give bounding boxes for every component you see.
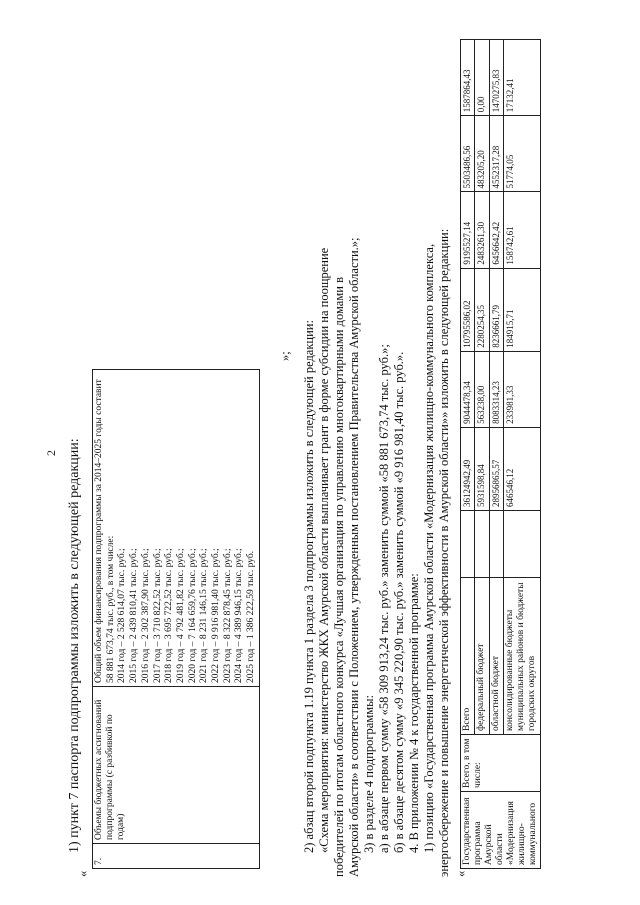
value-cell: 9044478,34 (461, 351, 475, 427)
paragraph-3: «Схема мероприятия: министерство ЖКХ Амурской области выплачивает грант в форме субсидии на поощрение (317, 247, 331, 853)
value-cell: 28956865,57 (489, 427, 503, 510)
amount-line: 2024 год – 4 389 946,15 тыс. руб.; (234, 547, 245, 683)
program-funding-table (460, 39, 541, 869)
amount-line: 2022 год – 9 916 981,40 тыс. руб.; (211, 547, 222, 683)
amount-line: 2016 год – 2 302 387,90 тыс. руб.; (140, 547, 151, 683)
rotated-document-page (40, 23, 600, 883)
value-cell: 17132,41 (504, 39, 541, 115)
table-row (461, 39, 475, 868)
amount-line: 2021 год – 8 231 146,15 тыс. руб.; (199, 547, 210, 683)
amount-line: 2017 год – 3 710 822,52 тыс. руб.; (152, 547, 163, 683)
value-cell: 1470275,83 (489, 39, 503, 115)
paragraph-6: 3) в разделе 4 подпрограммы: (362, 694, 376, 853)
value-cell: 483205,20 (475, 115, 489, 191)
amount-line: 2023 год – 8 322 878,45 тыс. руб.; (222, 547, 233, 683)
value-cell: 0,00 (475, 39, 489, 115)
value-cell: 158742,61 (504, 191, 541, 267)
paragraph-4: победителей по итогам областного конкурса «Лучшая организация по управлению многоквартирными домами в (332, 276, 346, 877)
value-cell: 8083314,23 (489, 351, 503, 427)
row-label: Всего (461, 577, 475, 734)
value-cell: 5503486,56 (461, 115, 475, 191)
row-number: 7. (93, 843, 260, 868)
value-cell: 51774,05 (504, 115, 541, 191)
value-cell: 4552317,28 (489, 115, 503, 191)
value-cell: 5931598,84 (475, 427, 489, 510)
amount-line: 2014 год – 2 528 614,07 тыс. руб.; (117, 547, 128, 683)
value-cell: 9195527,14 (461, 191, 475, 267)
paragraph-11: энергосбережение и повышение энергетической эффективности в Амурской области»» изложить в следующей редакции: (437, 228, 451, 877)
amount-line: 2019 год – 4 792 481,82 тыс. руб.; (175, 547, 186, 683)
row-label: федеральный бюджет (475, 577, 489, 734)
open-quote-2: « (454, 870, 468, 877)
row-label: Объемы бюджетных ассигнований подпрограммы (с разбивкой по годам) (93, 686, 260, 843)
value-cell: 184915,71 (504, 268, 541, 351)
paragraph-5: Амурской области» в соответствии с Положением, утвержденным постановлением Правительства Амурской области.»; (347, 237, 361, 877)
row-label: консолидированные бюджеты муниципальных районов и бюджеты городских округов (504, 577, 541, 734)
value-cell: 36124942,49 (461, 427, 475, 510)
passport-table (92, 369, 260, 869)
value-cell: 6456642,42 (489, 191, 503, 267)
value-cell: 563238,00 (475, 351, 489, 427)
paragraph-8: б) в абзаце десятом сумму «9 345 220,90 тыс. руб.» заменить суммой «9 916 981,40 тыс. руб.». (392, 351, 406, 853)
amount-line: 2015 год – 2 439 810,41 тыс. руб.; (129, 547, 140, 683)
value-cell: 2280254,35 (475, 268, 489, 351)
amount-line: 2018 год – 3 695 722,52 тыс. руб.; (164, 547, 175, 683)
empty-cell (461, 510, 475, 577)
empty-cell (504, 510, 541, 577)
category-cell: Всего, в том числе: (461, 734, 541, 791)
value-cell: 10795586,02 (461, 268, 475, 351)
amount-line: 2020 год – 7 164 659,76 тыс. руб.; (187, 547, 198, 683)
value-cell: 2483261,30 (475, 191, 489, 267)
amount-line: 58 881 673,74 тыс. руб., в том числе: (105, 535, 116, 683)
paragraph-7: а) в абзаце первом сумму «58 309 913,24 тыс. руб.» заменить суммой «58 881 673,74 тыс. руб.»; (377, 343, 391, 853)
table-row (93, 369, 260, 868)
row-label: областной бюджет (489, 577, 503, 734)
paragraph-10: 1) позицию «Государственная программа Амурской области «Модернизация жилищно-коммунального комплекса, (422, 243, 436, 853)
empty-cell (475, 510, 489, 577)
amount-line: Общий объем финансирования подпрограммы за 2014–2025 годы составит (94, 378, 104, 683)
empty-cell (489, 510, 503, 577)
open-quote-1: « (76, 870, 90, 877)
paragraph-2: 2) абзац второй подпункта 1.19 пункта 1 раздела 3 подпрограммы изложить в следующей редакции: (302, 319, 316, 853)
paragraph-9: 4. В приложении № 4 к государственной программе: (407, 572, 421, 853)
program-name-cell: Государственная программа Амурской области «Модернизация жилищно-коммунального (461, 791, 541, 868)
page-number: 2 (44, 449, 58, 456)
value-cell: 8236661,79 (489, 268, 503, 351)
value-cell: 646546,12 (504, 427, 541, 510)
value-cell: 1587864,43 (461, 39, 475, 115)
paragraph-1: 1) пункт 7 паспорта подпрограммы изложить в следующей редакции: (67, 437, 82, 853)
amount-line: 2025 год – 1 386 222,59 тыс. руб. (246, 550, 257, 683)
close-quote-1: »; (278, 350, 292, 361)
funding-amounts-cell (93, 369, 260, 686)
value-cell: 233981,33 (504, 351, 541, 427)
